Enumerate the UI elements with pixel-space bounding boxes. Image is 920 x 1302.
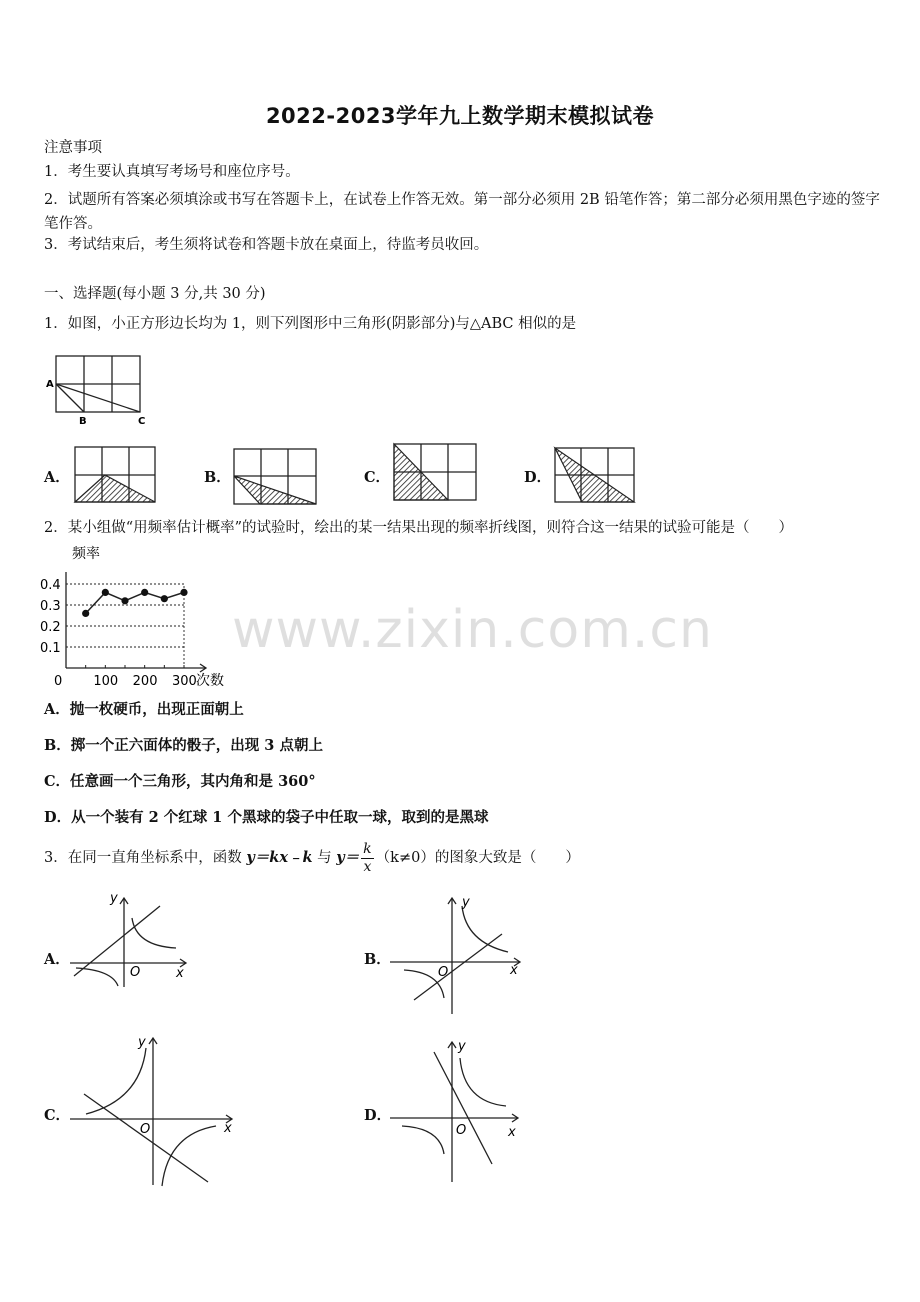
q3-prefix: 3．在同一直角坐标系中，函数 xyxy=(44,850,247,866)
chart-series-line xyxy=(86,592,184,613)
q1-option-a-figure xyxy=(72,442,158,508)
axis-x-label: x xyxy=(508,1125,516,1140)
frequency-line-chart xyxy=(38,540,238,692)
origin-label: O xyxy=(456,1123,467,1138)
q3-option-a[interactable]: A． xyxy=(44,951,70,968)
q3-option-d[interactable]: D． xyxy=(364,1107,392,1124)
chart-point xyxy=(82,610,89,617)
q3-function-2: y＝ xyxy=(336,849,360,866)
q3-option-b[interactable]: B． xyxy=(364,951,391,968)
page-title: 2022-2023学年九上数学期末模拟试卷 xyxy=(265,104,655,128)
notice-item-3: 3．考试结束后，考生须将试卷和答题卡放在桌面上，待监考员收回。 xyxy=(44,237,489,253)
q3-option-d-graph xyxy=(386,1036,526,1186)
axis-x-label: x xyxy=(510,963,518,978)
q3-fraction-numerator: k xyxy=(363,840,372,857)
notice-item-2: 2．试题所有答案必须填涂或书写在答题卡上，在试卷上作答无效。第一部分必须用 2B 铅笔作答；第二部分必须用黑色字迹的签字笔作答。 xyxy=(44,192,880,232)
q3-mid: 与 xyxy=(312,850,337,866)
q2-option-c[interactable]: C．任意画一个三角形，其内角和是 360° xyxy=(44,773,316,790)
q1-option-b-figure xyxy=(230,444,320,506)
label-c: C xyxy=(138,416,146,426)
chart-xlabel: 次数 xyxy=(196,673,224,689)
label-b: B xyxy=(79,416,87,426)
q3-option-a-graph xyxy=(66,890,196,990)
notice-heading: 注意事项 xyxy=(44,140,102,156)
chart-point xyxy=(161,595,168,602)
chart-point xyxy=(141,589,148,596)
section-heading: 一、选择题(每小题 3 分,共 30 分) xyxy=(44,286,266,302)
origin-label: O xyxy=(438,965,449,980)
q2-option-d[interactable]: D．从一个装有 2 个红球 1 个黑球的袋子中任取一球，取到的是黑球 xyxy=(44,809,489,826)
chart-x-tick-label: 0 xyxy=(54,674,63,689)
chart-y-tick-label: 0.3 xyxy=(40,599,61,614)
q3-fraction-denominator: x xyxy=(363,858,372,875)
chart-point xyxy=(121,597,128,604)
chart-ylabel: 频率 xyxy=(72,546,100,562)
q1-option-d-figure xyxy=(550,442,640,508)
notice-item-1: 1．考生要认真填写考场号和座位序号。 xyxy=(44,164,300,180)
axis-y-label: y xyxy=(462,895,470,910)
axis-x-label: x xyxy=(224,1121,232,1136)
chart-point xyxy=(180,589,187,596)
q2-option-a[interactable]: A．抛一枚硬币，出现正面朝上 xyxy=(44,701,244,718)
label-a: A xyxy=(46,379,54,390)
chart-x-tick-label: 200 xyxy=(132,674,158,689)
q3-option-c-graph xyxy=(66,1030,241,1190)
q3-function-1: y＝kx﹣k xyxy=(246,849,313,866)
q1-option-c[interactable]: C． xyxy=(364,469,391,486)
q3-fraction xyxy=(361,841,373,876)
axis-y-label: y xyxy=(458,1039,466,1054)
q2-option-b[interactable]: B．掷一个正六面体的骰子，出现 3 点朝上 xyxy=(44,737,323,754)
question-3-stem xyxy=(44,838,580,878)
chart-y-tick-label: 0.4 xyxy=(40,578,61,593)
triangle-abc-figure xyxy=(42,350,162,426)
origin-label: O xyxy=(130,965,141,980)
chart-x-tick-label: 100 xyxy=(93,674,119,689)
question-1-stem: 1．如图，小正方形边长均为 1，则下列图形中三角形(阴影部分)与△ABC 相似的是 xyxy=(44,316,577,332)
q3-suffix: （k≠0）的图象大致是（ ） xyxy=(375,850,580,866)
chart-point xyxy=(102,589,109,596)
origin-label: O xyxy=(140,1122,151,1137)
axis-y-label: y xyxy=(138,1035,146,1050)
axis-y-label: y xyxy=(110,891,118,906)
q1-option-a[interactable]: A． xyxy=(44,469,70,486)
q1-option-b[interactable]: B． xyxy=(204,469,231,486)
chart-y-tick-label: 0.1 xyxy=(40,641,61,656)
question-2-stem: 2．某小组做“用频率估计概率”的试验时，绘出的某一结果出现的频率折线图，则符合这一结果的试验可能是（ ） xyxy=(44,520,794,536)
watermark: www.zixin.com.cn xyxy=(232,600,713,660)
q1-option-d[interactable]: D． xyxy=(524,469,552,486)
axis-x-label: x xyxy=(176,966,184,981)
q3-option-b-graph xyxy=(386,890,526,1020)
q1-option-c-figure xyxy=(390,440,480,506)
chart-x-tick-label: 300 xyxy=(172,674,197,689)
q3-option-c[interactable]: C． xyxy=(44,1107,71,1124)
chart-y-tick-label: 0.2 xyxy=(40,620,61,635)
